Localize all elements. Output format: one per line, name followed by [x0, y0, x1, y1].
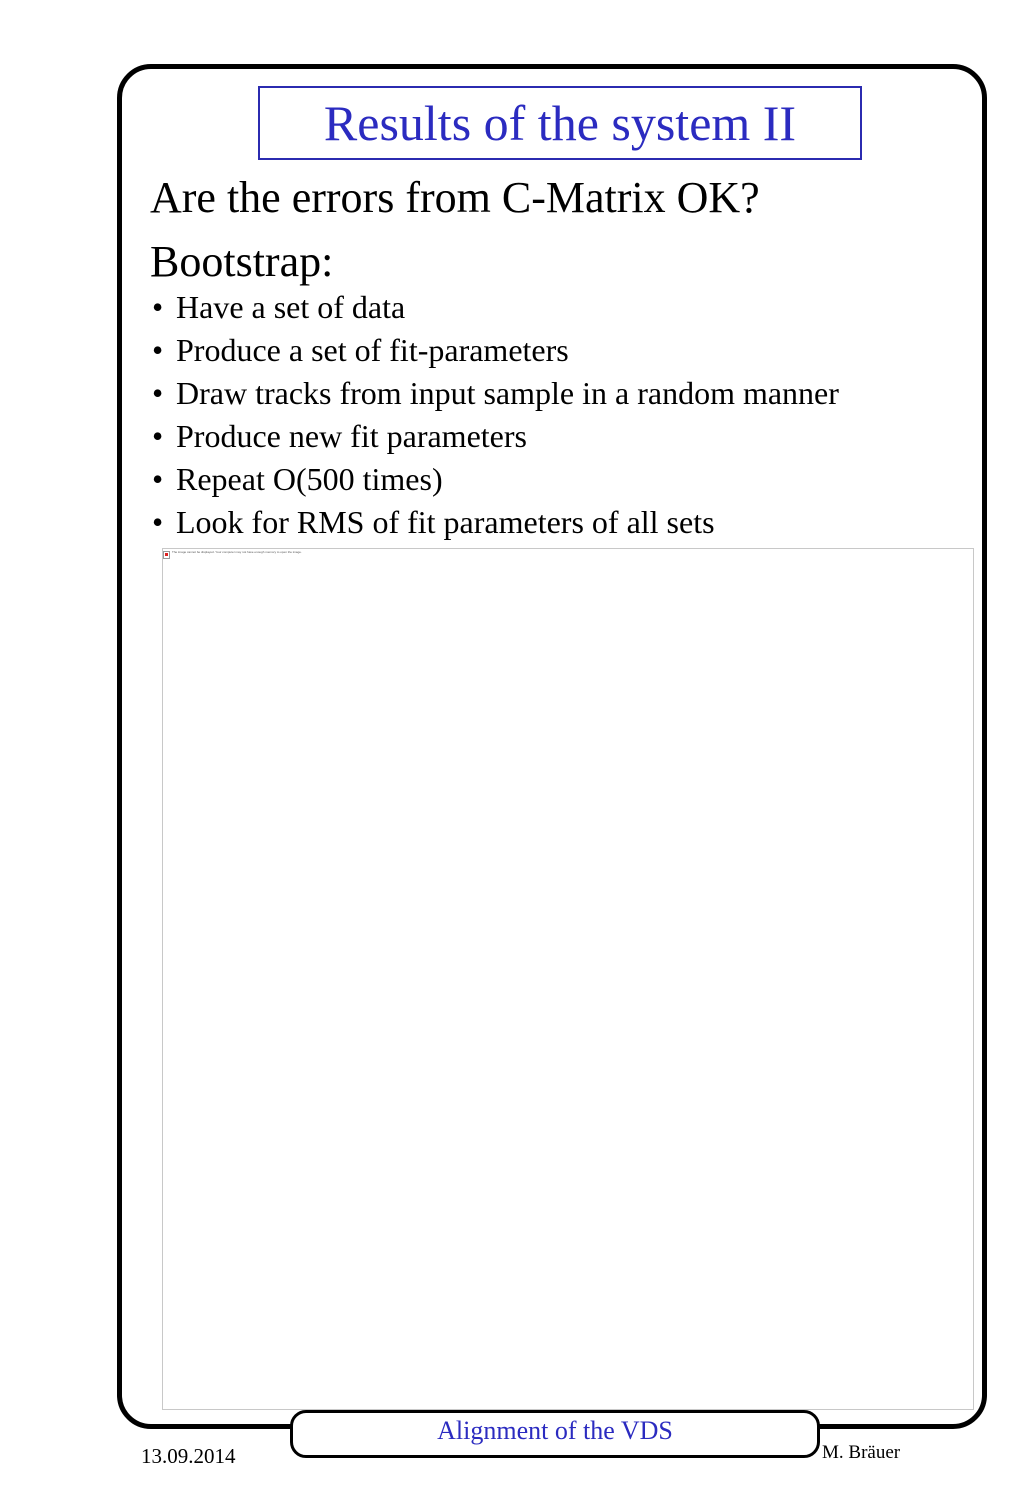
- bullet-list: [152, 286, 839, 544]
- bullet-text: Have a set of data: [176, 289, 406, 325]
- bullet-text: Repeat O(500 times): [176, 461, 443, 497]
- bootstrap-heading: Bootstrap:: [150, 237, 334, 286]
- bullet-icon: •: [152, 461, 164, 497]
- list-item: [152, 286, 839, 329]
- list-item: [152, 458, 839, 501]
- bullet-text: Produce new fit parameters: [176, 418, 527, 454]
- image-alt-text: The image cannot be displayed. Your computer may not have enough memory to open the image.: [172, 550, 302, 554]
- bullet-icon: •: [152, 418, 164, 454]
- list-item: [152, 329, 839, 372]
- list-item: [152, 501, 839, 544]
- footer-title-box: [290, 1410, 820, 1458]
- broken-image-icon: [163, 551, 170, 559]
- list-item: [152, 372, 839, 415]
- footer-title: Alignment of the VDS: [437, 1416, 673, 1445]
- image-placeholder: [162, 548, 974, 1410]
- bullet-icon: •: [152, 504, 164, 540]
- footer-date: 13.09.2014: [141, 1444, 236, 1468]
- list-item: [152, 415, 839, 458]
- footer-author: M. Bräuer: [822, 1442, 901, 1463]
- question-heading: Are the errors from C-Matrix OK?: [150, 173, 760, 222]
- slide-title: Results of the system II: [323, 95, 797, 151]
- bullet-icon: •: [152, 289, 164, 325]
- bullet-icon: •: [152, 332, 164, 368]
- bullet-text: Draw tracks from input sample in a random manner: [176, 375, 839, 411]
- bullet-text: Look for RMS of fit parameters of all sets: [176, 504, 715, 540]
- title-box: [258, 86, 862, 160]
- bullet-icon: •: [152, 375, 164, 411]
- bullet-text: Produce a set of fit-parameters: [176, 332, 569, 368]
